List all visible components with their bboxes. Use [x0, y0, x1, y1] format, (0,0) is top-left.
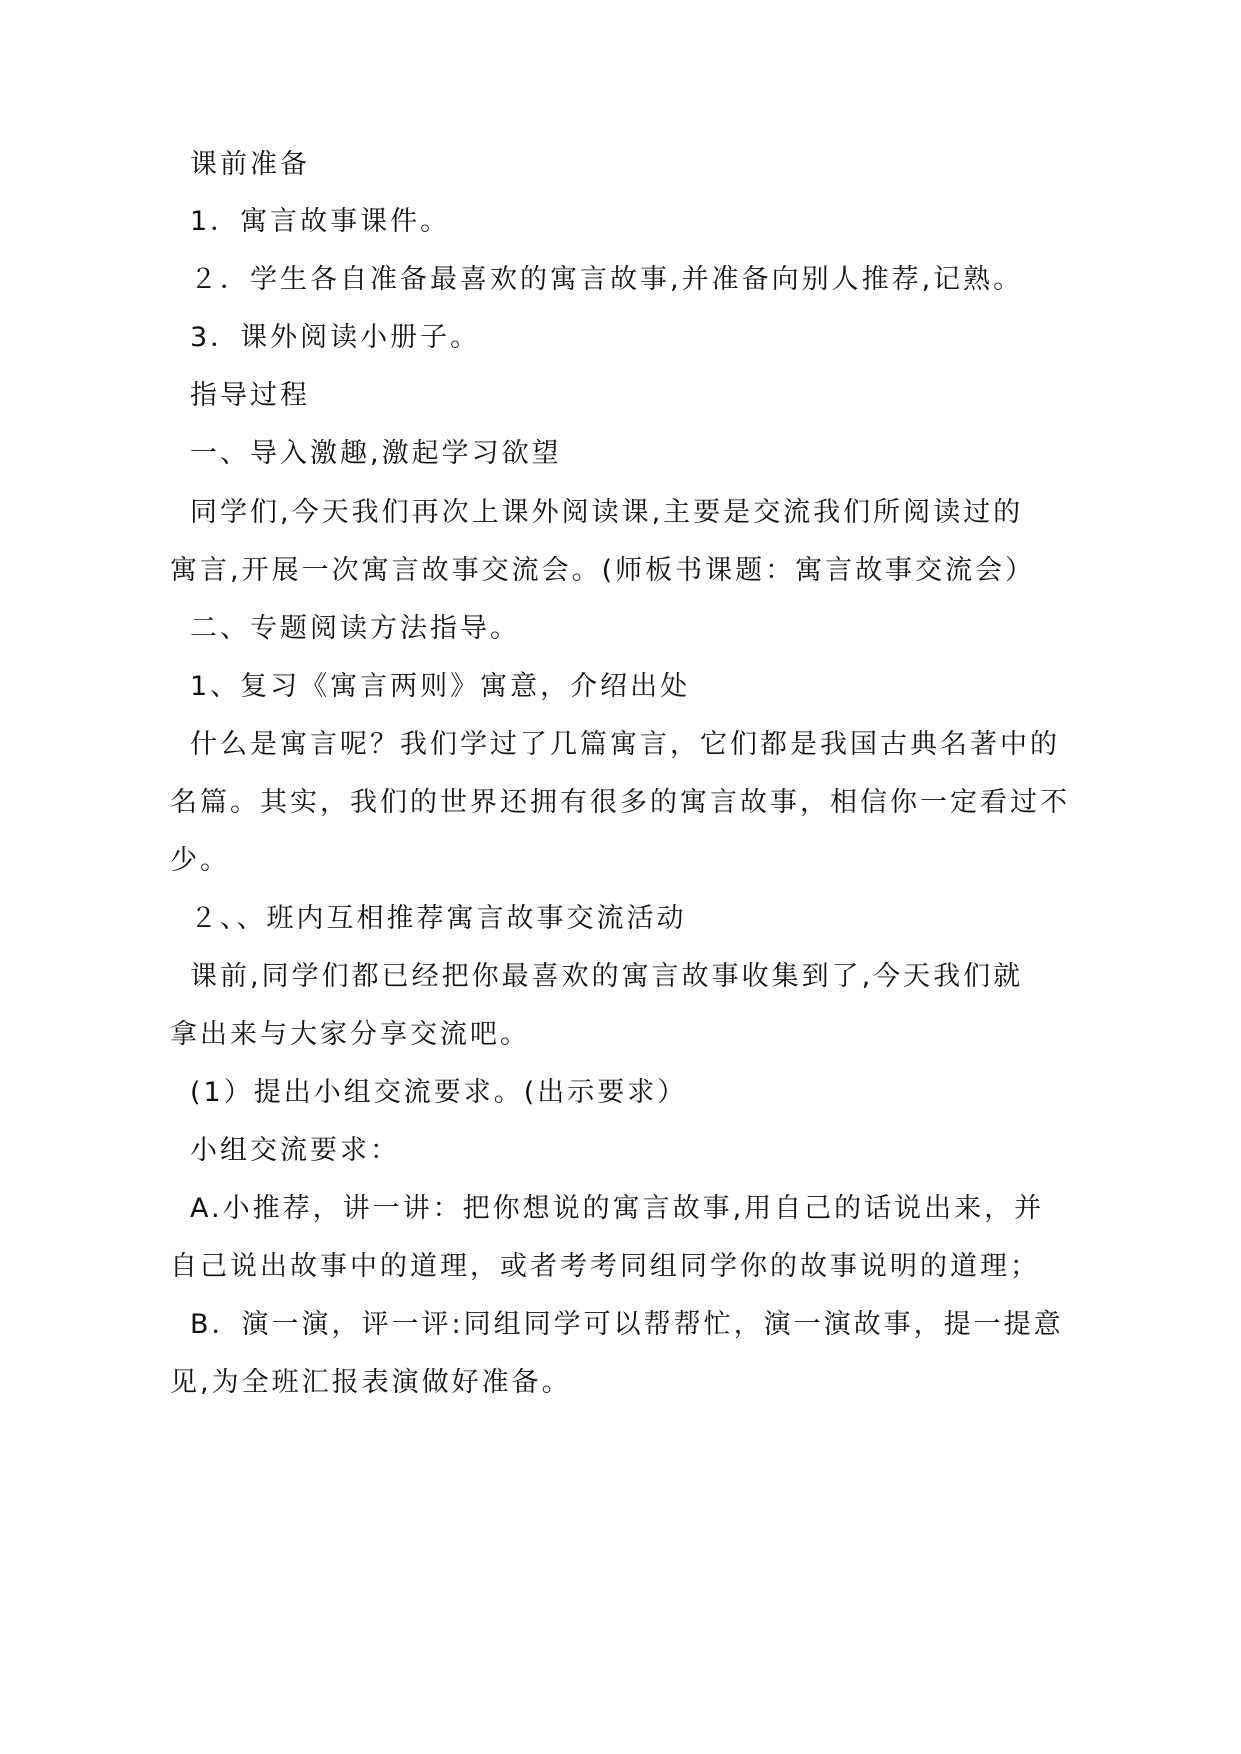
- requirements-heading: 小组交流要求：: [190, 1135, 400, 1166]
- paragraph-line: 同学们,今天我们再次上课外阅读课,主要是交流我们所阅读过的: [190, 497, 1024, 528]
- paragraph-line: 什么是寓言呢？我们学过了几篇寓言，它们都是我国古典名著中的: [190, 729, 1060, 760]
- prep-item-2: ２．学生各自准备最喜欢的寓言故事,并准备向别人推荐,记熟。: [190, 264, 1024, 295]
- paragraph-line: 课前,同学们都已经把你最喜欢的寓言故事收集到了,今天我们就: [190, 961, 1024, 992]
- section-2-heading: 二、专题阅读方法指导。: [190, 613, 520, 644]
- prep-item-3: 3．课外阅读小册子。: [190, 322, 481, 353]
- subsection-2-heading: ２、、班内互相推荐寓言故事交流活动: [190, 903, 687, 934]
- requirement-a: A.小推荐，讲一讲：把你想说的寓言故事,用自己的话说出来，并: [190, 1193, 1045, 1224]
- paragraph-line: 少。: [170, 845, 230, 876]
- paragraph-line: 拿出来与大家分享交流吧。: [170, 1019, 530, 1050]
- paragraph-line: 寓言,开展一次寓言故事交流会。(师板书课题：寓言故事交流会）: [170, 555, 1036, 586]
- heading-guidance: 指导过程: [190, 380, 310, 411]
- requirement-b: B．演一演，评一评:同组同学可以帮帮忙，演一演故事，提一提意: [190, 1309, 1064, 1340]
- prep-item-1: 1．寓言故事课件。: [190, 206, 451, 237]
- section-1-heading: 一、导入激趣,激起学习欲望: [190, 438, 562, 469]
- subsection-1-heading: 1、复习《寓言两则》寓意，介绍出处: [190, 671, 691, 702]
- paragraph-line: 名篇。其实，我们的世界还拥有很多的寓言故事，相信你一定看过不: [170, 787, 1070, 818]
- paragraph-line: 见,为全班汇报表演做好准备。: [170, 1367, 572, 1398]
- paragraph-line: 自己说出故事中的道理，或者考考同组同学你的故事说明的道理；: [170, 1251, 1040, 1282]
- heading-preparation: 课前准备: [190, 149, 310, 180]
- step-1-heading: (1）提出小组交流要求。(出示要求）: [190, 1077, 688, 1108]
